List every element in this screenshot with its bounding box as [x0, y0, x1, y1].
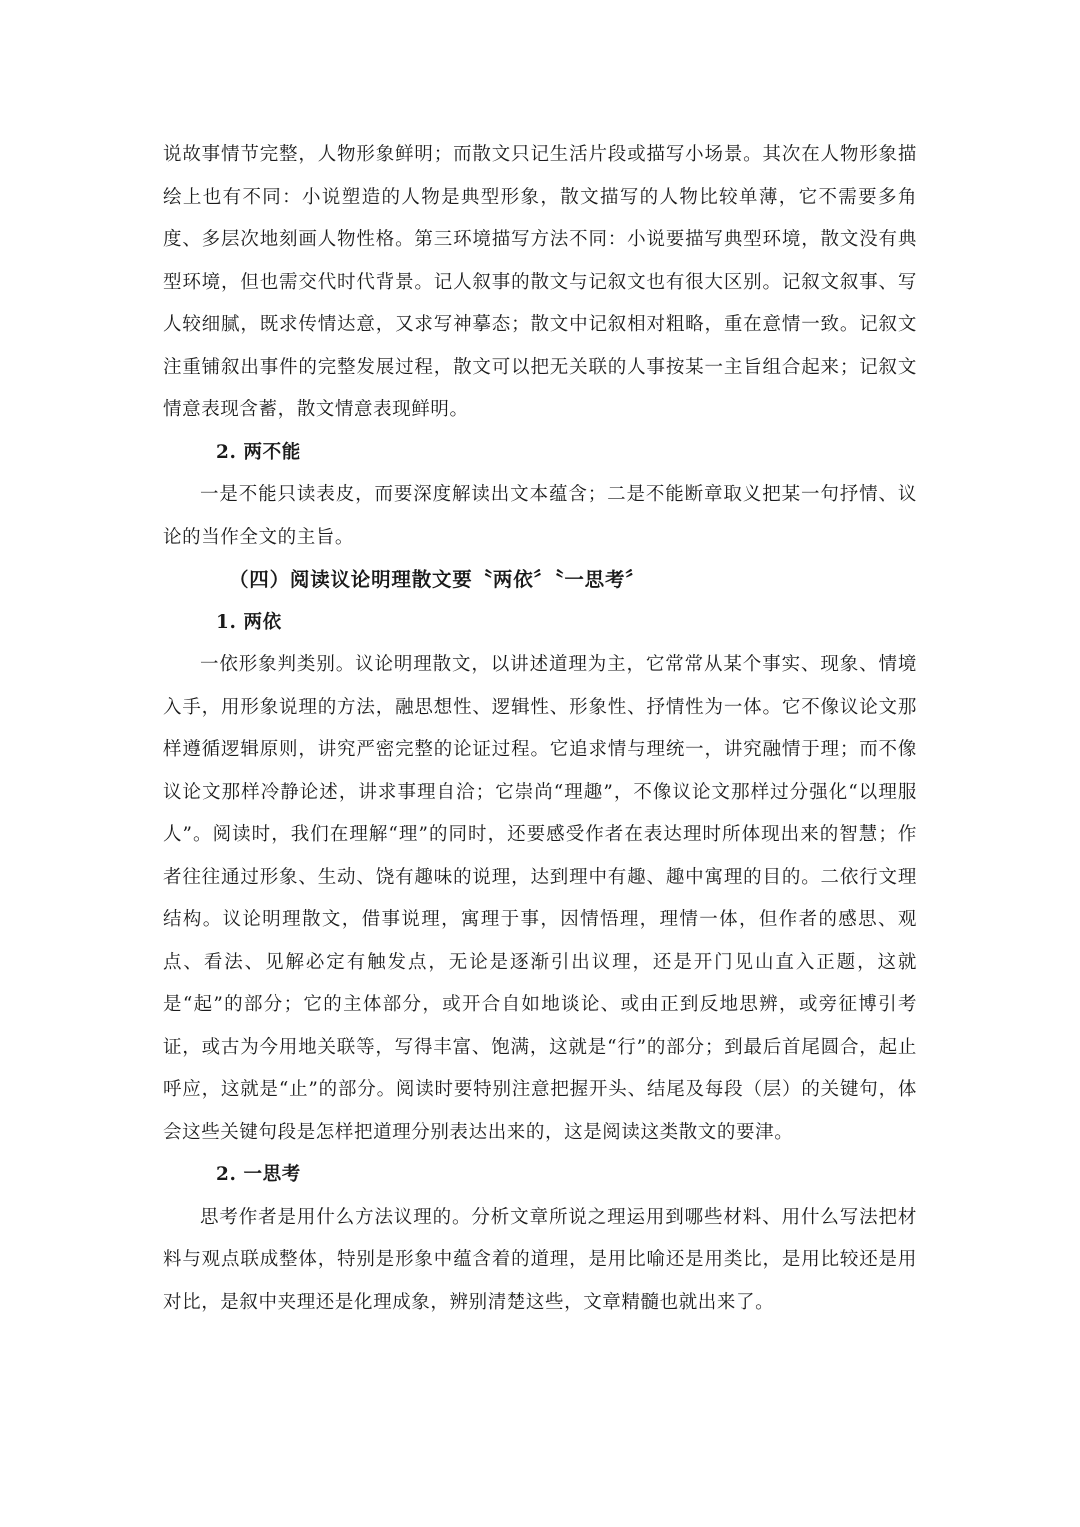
paragraph-two-cannots: 一是不能只读表皮，而要深度解读出文本蕴含；二是不能断章取义把某一句抒情、议论的当作全文的主旨。 — [163, 484, 917, 548]
paragraph-one-thinking: 思考作者是用什么方法议理的。分析文章所说之理运用到哪些材料、用什么写法把材料与观点联成整体，特别是形象中蕴含着的道理，是用比喻还是用类比，是用比较还是用对比，是叙中夹理还是化理成象，辨别清楚这些，文章精髓也就出来了。 — [163, 1206, 917, 1313]
subsection-heading-one-thinking: 2. 一思考 — [216, 1164, 301, 1185]
continuation-paragraph: 说故事情节完整，人物形象鲜明；而散文只记生活片段或描写小场景。其次在人物形象描绘上也有不同：小说塑造的人物是典型形象，散文描写的人物比较单薄，它不需要多角度、多层次地刻画人物性格。第三环境描写方法不同：小说要描写典型环境，散文没有典型环境，但也需交代时代背景。记人叙事的散文与记叙文也有很大区别。记叙文叙事、写人较细腻，既求传情达意，又求写神摹态；散文中记叙相对粗略，重在意情一致。记叙文注重铺叙出事件的完整发展过程，散文可以把无关联的人事按某一主旨组合起来；记叙文情意表现含蓄，散文情意表现鲜明。 — [163, 144, 917, 420]
paragraph-two-relies: 一依形象判类别。议论明理散文，以讲述道理为主，它常常从某个事实、现象、情境入手，用形象说理的方法，融思想性、逻辑性、形象性、抒情性为一体。它不像议论文那样遵循逻辑原则，讲究严密完整的论证过程。它追求情与理统一，讲究融情于理；而不像议论文那样冷静论述，讲求事理自洽；它崇尚“理趣”，不像议论文那样过分强化“以理服人”。阅读时，我们在理解“理”的同时，还要感受作者在表达理时所体现出来的智慧；作者往往通过形象、生动、饶有趣味的说理，达到理中有趣、趣中寓理的目的。二依行文理结构。议论明理散文，借事说理，寓理于事，因情悟理，理情一体，但作者的感思、观点、看法、见解必定有触发点，无论是逐渐引出议理，还是开门见山直入正题，这就是“起”的部分；它的主体部分，或开合自如地谈论、或由正到反地思辨，或旁征博引考证，或古为今用地关联等，写得丰富、饱满，这就是“行”的部分；到最后首尾圆合，起止呼应，这就是“止”的部分。阅读时要特别注意把握开头、结尾及每段（层）的关键句，体会这些关键句段是怎样把道理分别表达出来的，这是阅读这类散文的要津。 — [163, 654, 917, 1143]
section-title-argumentative-prose: （四）阅读议论明理散文要〝两依〞〝一思考〞 — [229, 568, 646, 591]
document-body — [163, 134, 917, 1324]
subsection-heading-two-relies: 1. 两依 — [216, 611, 282, 633]
subsection-heading-two-cannots: 2. 两不能 — [216, 441, 301, 463]
